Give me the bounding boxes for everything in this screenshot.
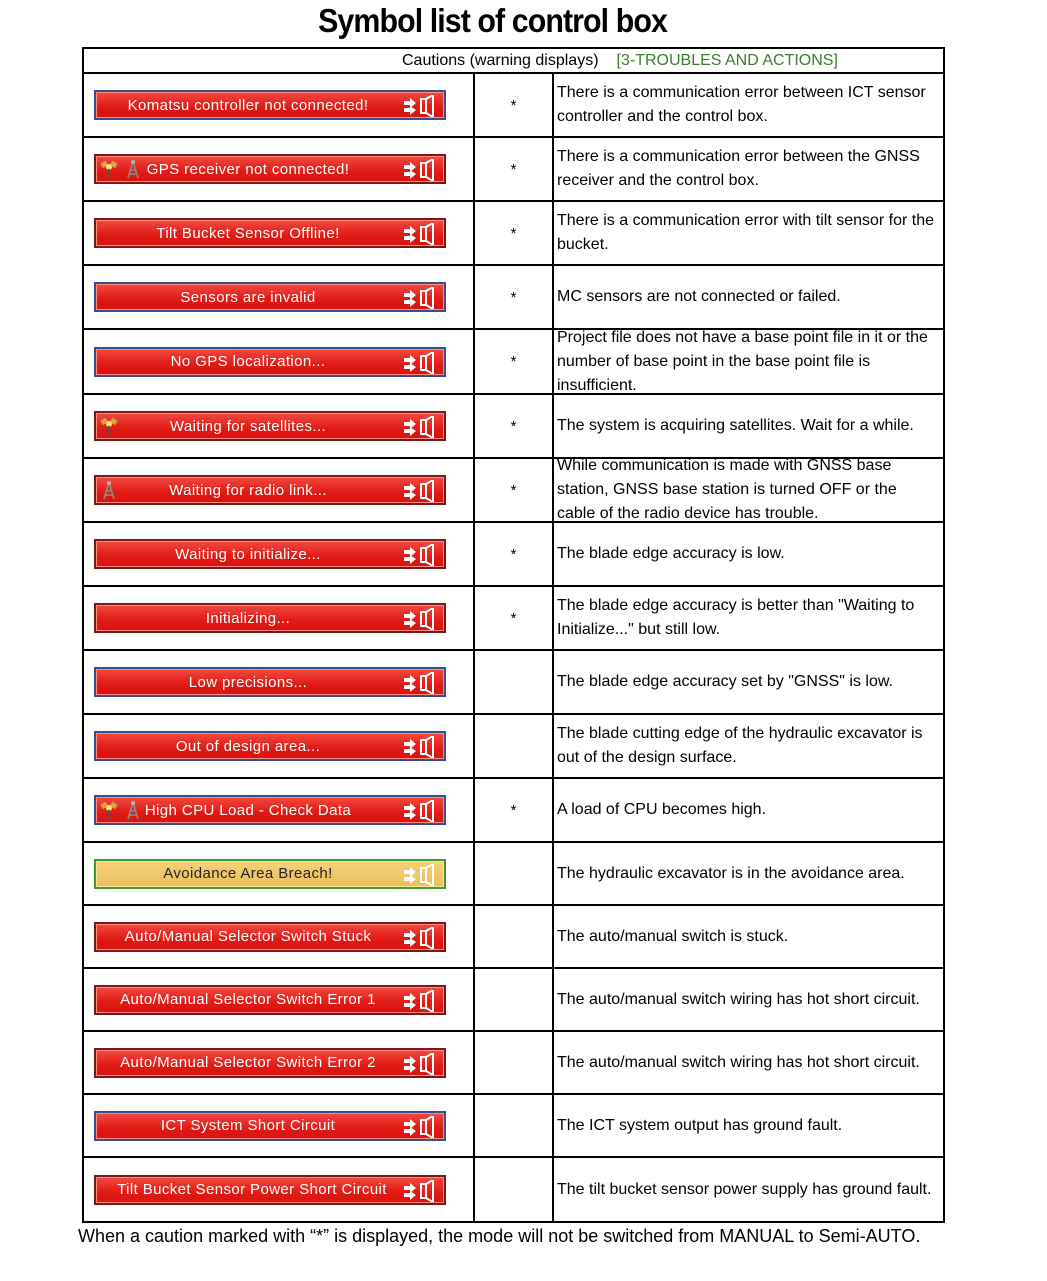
caution-banner-cell [84, 651, 475, 713]
mark-cell: * [475, 395, 554, 457]
mark-cell [475, 969, 554, 1030]
speaker-mute-icon[interactable] [402, 608, 438, 630]
table-row [84, 202, 943, 266]
mark-cell: * [475, 459, 554, 521]
description-cell: There is a communication error with tilt sensor for the bucket. [557, 212, 935, 253]
speaker-mute-icon[interactable] [402, 672, 438, 694]
caution-banner-cell [84, 969, 475, 1030]
caution-banner-text: Waiting for radio link... [169, 481, 327, 499]
caution-banner-cell [84, 587, 475, 649]
table-row [84, 1032, 943, 1095]
caution-banner-text: Avoidance Area Breach! [163, 865, 333, 882]
mark-cell: * [475, 202, 554, 264]
table-header [84, 49, 943, 74]
table-row [84, 523, 943, 587]
caution-banner-text: Auto/Manual Selector Switch Stuck [124, 928, 372, 945]
caution-table [82, 47, 945, 1223]
table-row [84, 330, 943, 395]
table-row [84, 1095, 943, 1158]
caution-banner-cell [84, 266, 475, 328]
caution-banner-cell [84, 1032, 475, 1093]
caution-banner-cell [84, 715, 475, 777]
caution-banner[interactable] [94, 1048, 446, 1078]
speaker-mute-icon[interactable] [402, 927, 438, 949]
caution-banner[interactable] [94, 922, 446, 952]
caution-banner-text: Low precisions... [188, 673, 308, 691]
mark-cell: * [475, 779, 554, 841]
caution-banner-cell [84, 202, 475, 264]
description-cell: The hydraulic excavator is in the avoidance area. [557, 864, 905, 882]
caution-banner[interactable] [94, 539, 446, 569]
description-cell: A load of CPU becomes high. [557, 801, 767, 818]
footnote: When a caution marked with “*” is displayed, the mode will not be switched from MANUAL to Semi-AUTO. [78, 1226, 921, 1246]
caution-banner[interactable] [94, 731, 446, 761]
speaker-mute-icon[interactable] [402, 159, 438, 181]
table-row [84, 969, 943, 1032]
caution-banner-text: Sensors are invalid [180, 288, 316, 306]
mark-cell [475, 843, 554, 904]
caution-banner-text: No GPS localization... [170, 353, 326, 370]
description-cell: The tilt bucket sensor power supply has ground fault. [557, 1180, 932, 1198]
caution-banner-cell [84, 74, 475, 136]
description-cell: The ICT system output has ground fault. [557, 1116, 843, 1134]
mark-cell [475, 715, 554, 777]
speaker-mute-icon[interactable] [402, 864, 438, 886]
description-cell: The blade edge accuracy is low. [557, 545, 785, 562]
caution-banner-cell [84, 330, 475, 393]
description-cell: There is a communication error between the GNSS receiver and the control box. [557, 148, 920, 189]
table-row [84, 138, 943, 202]
mark-cell: * [475, 523, 554, 585]
caution-banner-cell [84, 459, 475, 521]
mark-cell [475, 906, 554, 967]
header-reference-link[interactable]: [3-TROUBLES AND ACTIONS] [616, 52, 838, 69]
mark-cell [475, 1095, 554, 1156]
speaker-mute-icon[interactable] [402, 352, 438, 374]
description-cell: There is a communication error between ICT sensor controller and the control box. [557, 84, 926, 125]
table-row [84, 651, 943, 715]
caution-banner[interactable] [94, 603, 446, 633]
table-row [84, 843, 943, 906]
caution-banner-cell [84, 843, 475, 904]
table-row [84, 715, 943, 779]
description-cell: The auto/manual switch wiring has hot short circuit. [557, 990, 920, 1008]
caution-banner[interactable] [94, 411, 446, 441]
speaker-mute-icon[interactable] [402, 416, 438, 438]
table-row [84, 587, 943, 651]
caution-banner-text: Waiting for satellites... [169, 417, 327, 435]
speaker-mute-icon[interactable] [402, 1053, 438, 1075]
speaker-mute-icon[interactable] [402, 480, 438, 502]
caution-banner[interactable] [94, 1111, 446, 1141]
table-row [84, 779, 943, 843]
caution-banner[interactable] [94, 218, 446, 248]
speaker-mute-icon[interactable] [402, 1116, 438, 1138]
caution-banner-cell [84, 906, 475, 967]
caution-banner[interactable] [94, 475, 446, 505]
caution-banner-text: High CPU Load - Check Data [144, 801, 352, 819]
description-cell: While communication is made with GNSS base station, GNSS base station is turned OFF or the cable of the radio device has trouble. [557, 457, 897, 522]
caution-banner-cell [84, 1158, 475, 1221]
caution-banner[interactable] [94, 985, 446, 1015]
table-row [84, 395, 943, 459]
mark-cell: * [475, 587, 554, 649]
mark-cell [475, 1032, 554, 1093]
caution-banner-text: ICT System Short Circuit [160, 1117, 336, 1134]
caution-banner-text: Out of design area... [175, 737, 321, 755]
table-row [84, 266, 943, 330]
caution-banner[interactable] [94, 1175, 446, 1205]
speaker-mute-icon[interactable] [402, 800, 438, 822]
table-row [84, 906, 943, 969]
header-label: Cautions (warning displays) [402, 52, 599, 69]
caution-banner-text: Initializing... [205, 609, 291, 627]
table-row [84, 459, 943, 523]
caution-banner-text: Waiting to initialize... [175, 545, 321, 563]
caution-banner[interactable] [94, 795, 446, 825]
mark-cell: * [475, 330, 554, 393]
description-cell: Project file does not have a base point file in it or the number of base point in the base point file is insufficient. [557, 328, 928, 394]
caution-banner-text: Komatsu controller not connected! [127, 96, 369, 114]
mark-cell: * [475, 74, 554, 136]
caution-banner-text: Auto/Manual Selector Switch Error 2 [120, 1054, 376, 1071]
speaker-mute-icon[interactable] [402, 736, 438, 758]
mark-cell: * [475, 266, 554, 328]
speaker-mute-icon[interactable] [402, 544, 438, 566]
caution-banner-text: Tilt Bucket Sensor Offline! [156, 224, 340, 242]
description-cell: The system is acquiring satellites. Wait for a while. [557, 417, 914, 434]
description-cell: The auto/manual switch is stuck. [557, 927, 789, 945]
caution-banner-text: Auto/Manual Selector Switch Error 1 [120, 991, 376, 1008]
caution-banner-cell [84, 395, 475, 457]
mark-cell: * [475, 138, 554, 200]
caution-banner[interactable] [94, 154, 446, 184]
caution-banner-cell [84, 523, 475, 585]
description-cell: MC sensors are not connected or failed. [557, 288, 841, 305]
caution-banner[interactable] [94, 859, 446, 889]
caution-banner[interactable] [94, 90, 446, 120]
table-row [84, 1158, 943, 1221]
description-cell: The blade cutting edge of the hydraulic excavator is out of the design surface. [557, 725, 923, 766]
caution-banner[interactable] [94, 282, 446, 312]
caution-banner-text: Tilt Bucket Sensor Power Short Circuit [117, 1181, 387, 1198]
table-row [84, 74, 943, 138]
caution-banner-cell [84, 1095, 475, 1156]
caution-banner-text: GPS receiver not connected! [146, 160, 350, 178]
speaker-mute-icon[interactable] [402, 223, 438, 245]
description-cell: The auto/manual switch wiring has hot short circuit. [557, 1053, 920, 1071]
speaker-mute-icon[interactable] [402, 1180, 438, 1202]
description-cell: The blade edge accuracy set by "GNSS" is low. [557, 673, 893, 690]
speaker-mute-icon[interactable] [402, 990, 438, 1012]
caution-banner[interactable] [94, 347, 446, 377]
page-title: Symbol list of control box [318, 2, 667, 39]
description-cell: The blade edge accuracy is better than "Waiting to Initialize..." but still low. [557, 597, 915, 638]
caution-banner-cell [84, 138, 475, 200]
mark-cell [475, 1158, 554, 1221]
speaker-mute-icon[interactable] [402, 287, 438, 309]
mark-cell [475, 651, 554, 713]
table-body [84, 74, 943, 1221]
caution-banner[interactable] [94, 667, 446, 697]
speaker-mute-icon[interactable] [402, 95, 438, 117]
caution-banner-cell [84, 779, 475, 841]
